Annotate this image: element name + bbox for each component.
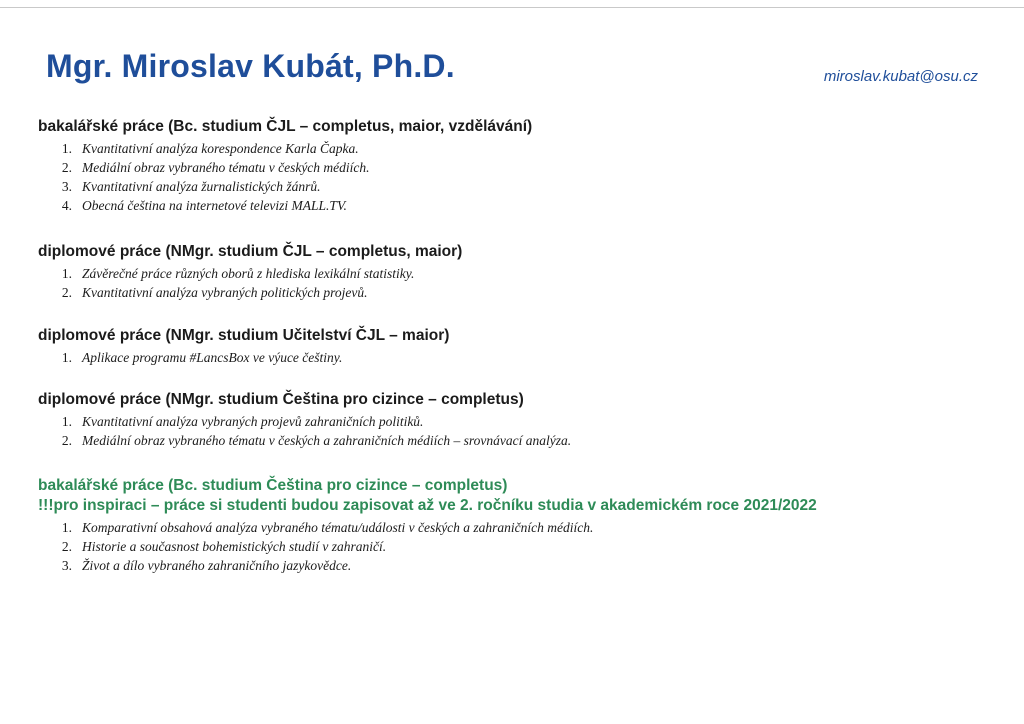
item-text: Kvantitativní analýza korespondence Karla Čapka. xyxy=(82,141,359,156)
section-master-czech-for-foreigners xyxy=(38,390,938,450)
section-bachelor-cjl xyxy=(38,117,938,215)
topic-list xyxy=(38,348,938,367)
list-item xyxy=(38,518,938,537)
item-text: Kvantitativní analýza žurnalistických žánrů. xyxy=(82,179,321,194)
list-item xyxy=(38,158,938,177)
section-title: diplomové práce (NMgr. studium ČJL – completus, maior) xyxy=(38,243,463,260)
item-number: 1. xyxy=(61,266,72,281)
item-text: Mediální obraz vybraného tématu v českých médiích. xyxy=(82,160,370,175)
item-text: Kvantitativní analýza vybraných projevů zahraničních politiků. xyxy=(82,414,424,429)
list-item xyxy=(38,139,938,158)
item-number: 1. xyxy=(61,414,72,429)
section-title: bakalářské práce (Bc. studium ČJL – completus, maior, vzdělávání) xyxy=(38,118,533,135)
item-number: 3. xyxy=(61,558,72,573)
list-item xyxy=(38,412,938,431)
item-text: Kvantitativní analýza vybraných politických projevů. xyxy=(82,285,368,300)
list-item xyxy=(38,348,938,367)
list-item xyxy=(38,196,938,215)
item-number: 2. xyxy=(61,539,72,554)
item-number: 2. xyxy=(61,285,72,300)
author-name: Mgr. Miroslav Kubát, Ph.D. xyxy=(46,48,455,84)
item-number: 1. xyxy=(61,350,72,365)
list-item xyxy=(38,264,938,283)
item-number: 2. xyxy=(61,433,72,448)
section-title: bakalářské práce (Bc. studium Čeština pro cizince – completus) xyxy=(38,477,508,494)
item-number: 1. xyxy=(61,141,72,156)
list-item xyxy=(38,556,938,575)
item-text: Mediální obraz vybraného tématu v českých a zahraničních médiích – srovnávací analýza. xyxy=(82,433,572,448)
section-master-cjl xyxy=(38,242,938,302)
item-number: 3. xyxy=(61,179,72,194)
author-email: miroslav.kubat@osu.cz xyxy=(823,68,978,85)
section-master-teaching-cjl xyxy=(38,326,938,367)
list-item xyxy=(38,177,938,196)
item-text: Komparativní obsahová analýza vybraného tématu/události v českých a zahraničních médiích. xyxy=(82,520,594,535)
item-number: 4. xyxy=(61,198,72,213)
page-header xyxy=(46,48,982,92)
section-title: diplomové práce (NMgr. studium Učitelství ČJL – maior) xyxy=(38,327,450,344)
item-text: Život a dílo vybraného zahraničního jazykovědce. xyxy=(82,558,352,573)
list-item xyxy=(38,283,938,302)
item-number: 2. xyxy=(61,160,72,175)
topic-list xyxy=(38,264,938,302)
top-border-line xyxy=(0,7,1024,8)
topic-list xyxy=(38,518,938,575)
section-bachelor-czech-for-foreigners xyxy=(38,476,938,575)
item-number: 1. xyxy=(61,520,72,535)
section-note: !!!pro inspiraci – práce si studenti budou zapisovat až ve 2. ročníku studia v akademickém roce 2021/2022 xyxy=(38,497,817,514)
topic-list xyxy=(38,139,938,215)
item-text: Závěrečné práce různých oborů z hlediska lexikální statistiky. xyxy=(82,266,415,281)
topic-list xyxy=(38,412,938,450)
list-item xyxy=(38,537,938,556)
item-text: Obecná čeština na internetové televizi MALL.TV. xyxy=(82,198,347,213)
list-item xyxy=(38,431,938,450)
section-title: diplomové práce (NMgr. studium Čeština pro cizince – completus) xyxy=(38,391,524,408)
item-text: Aplikace programu #LancsBox ve výuce češtiny. xyxy=(82,350,343,365)
item-text: Historie a současnost bohemistických studií v zahraničí. xyxy=(82,539,387,554)
